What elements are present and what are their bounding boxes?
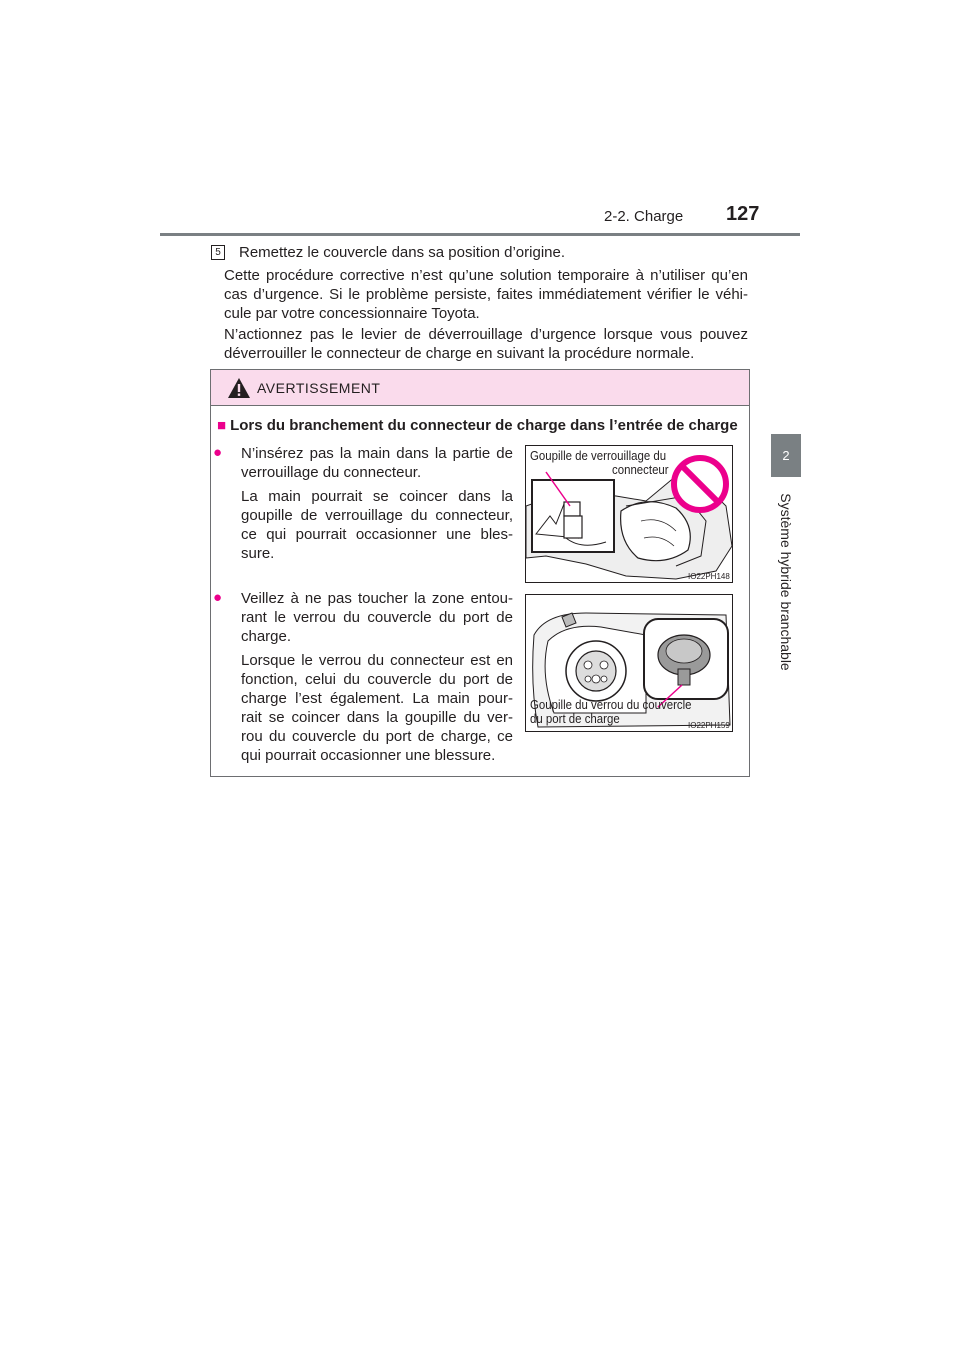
warning-title: AVERTISSEMENT: [257, 380, 381, 396]
figure-1-label-line1: Goupille de verrouillage du: [530, 448, 667, 463]
circle-bullet-icon: ●: [213, 444, 223, 461]
warning-subheading: [217, 417, 738, 434]
warning-box: [210, 369, 750, 777]
warning-item-2-text: Veillez à ne pas toucher la zone entou-rant le verrou du couvercle du port de charge.: [241, 590, 513, 645]
chapter-tab-number: 2: [771, 434, 801, 477]
warning-item-2-detail: Lorsque le verrou du connecteur est en fonction, celui du couvercle du port de charge l’est également. La main pour-rait se coincer dans la goupille du ver-rou du couvercle du port de charge, ce qui pourrait occasionner une blessure.: [241, 652, 513, 764]
warning-item-1-detail: La main pourrait se coincer dans la goupille de verrouillage du connecteur, ce qui pourrait occasionner une bles-sure.: [241, 488, 513, 562]
section-title: 2-2. Charge: [604, 208, 684, 225]
warning-header: [211, 370, 749, 406]
step-text: Remettez le couvercle dans sa position d’origine.: [239, 244, 566, 261]
step-number-box: 5: [211, 245, 225, 260]
chapter-tab-title: [771, 482, 801, 682]
warning-subheading-text: Lors du branchement du connecteur de charge dans l’entrée de charge: [230, 417, 738, 434]
page-number: 127: [726, 203, 760, 225]
figure-2-label-line1: Goupille du verrou du couvercle: [530, 697, 692, 712]
paragraph-temporary-fix: Cette procédure corrective n’est qu’une solution temporaire à n’utiliser qu’en cas d’urgence. Si le problème persiste, faites immédiatement vérifier le véhi-cule par votre concessionnaire Toyota.: [224, 267, 748, 322]
figure-2-code: IO22PH159: [688, 721, 730, 730]
figure-1-label-line2: connecteur: [612, 462, 669, 477]
warning-triangle-icon: [227, 377, 251, 399]
connector-lock-pin-figure: [525, 445, 733, 583]
chapter-tab-title-text: Système hybride branchable: [778, 493, 794, 671]
figure-2-label-line2: du port de charge: [530, 711, 620, 726]
square-bullet-icon: ■: [217, 417, 227, 434]
circle-bullet-icon: ●: [213, 589, 223, 606]
port-cover-lock-pin-figure: [525, 594, 733, 732]
header-rule: [160, 233, 800, 236]
warning-item-1-text: N’insérez pas la main dans la partie de verrouillage du connecteur.: [241, 445, 513, 481]
figure-1-code: IO22PH148: [688, 572, 730, 581]
paragraph-emergency-lever: N’actionnez pas le levier de déverrouillage d’urgence lorsque vous pouvez déverrouiller le connecteur de charge en suivant la procédure normale.: [224, 326, 748, 362]
